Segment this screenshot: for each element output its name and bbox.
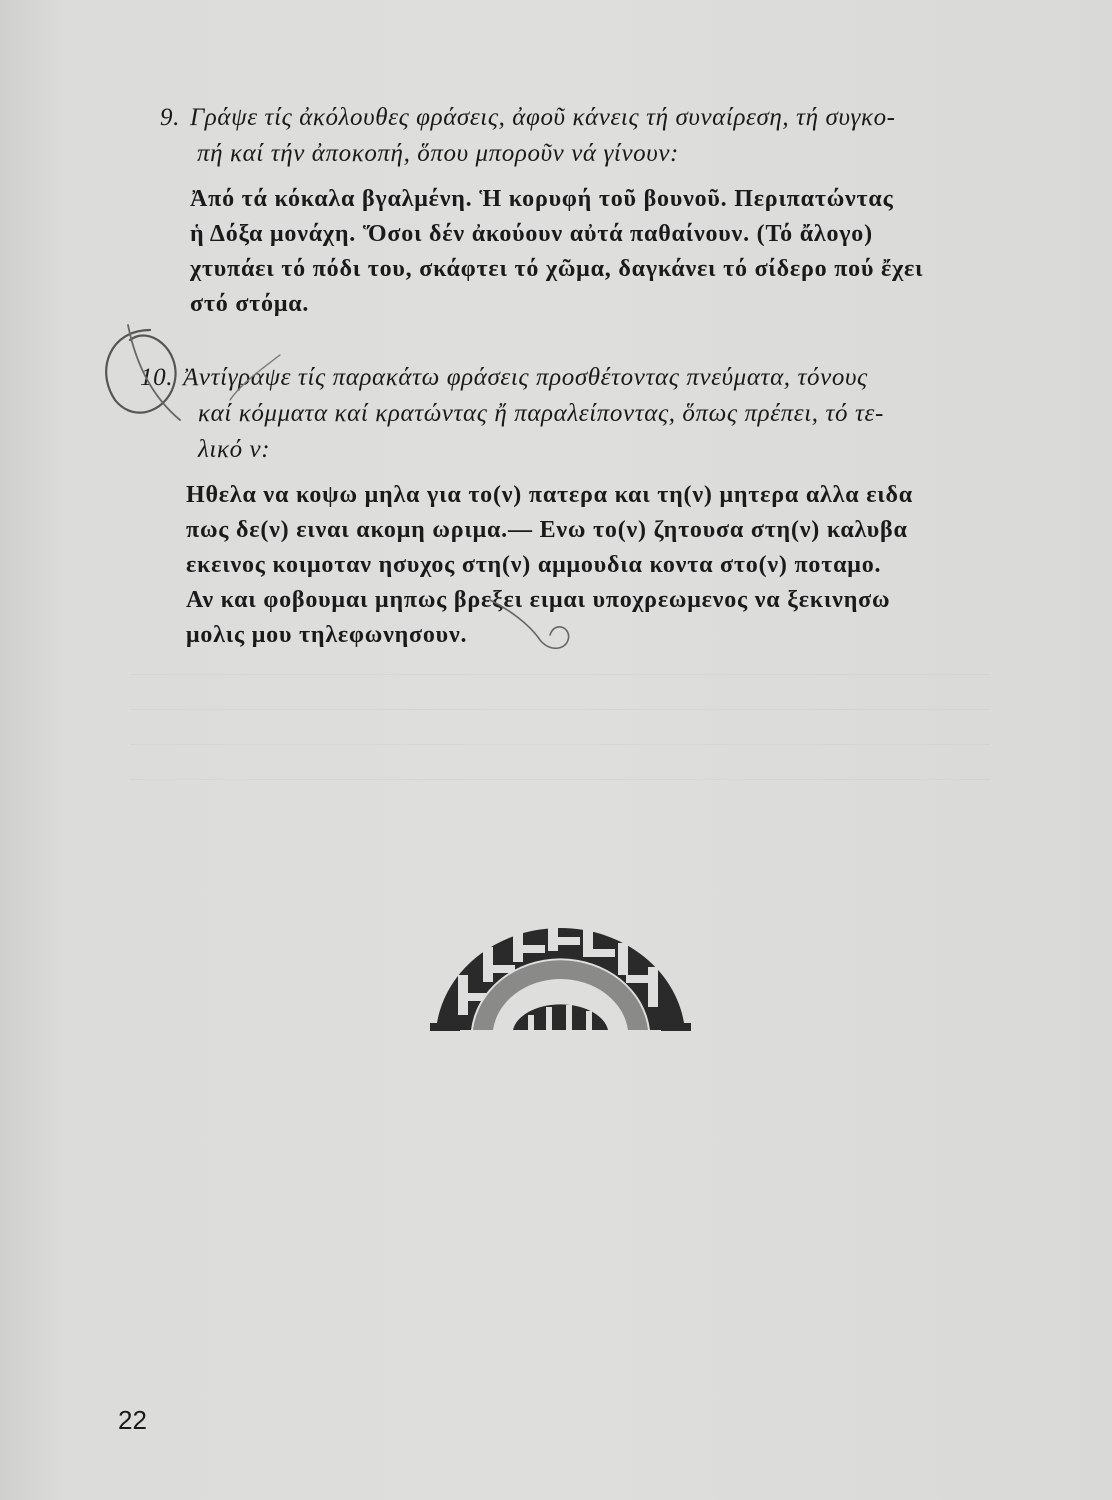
exercise-9-number: 9. xyxy=(160,104,180,131)
page-number: 22 xyxy=(118,1405,147,1435)
exercise-9-instruction xyxy=(160,100,1000,172)
exercise-10-instruction-line: καί κόμματα καί κρατώντας ἤ παραλείποντας, ὅπως πρέπει, τό τε- xyxy=(198,400,884,427)
exercise-10-text-line: εκεινος κοιμοταν ησυχος στη(ν) αμμουδια κοντα στο(ν) ποταμο. xyxy=(186,552,882,578)
exercise-9-instruction-line: Γράψε τίς ἀκόλουθες φράσεις, ἀφοῦ κάνεις τή συναίρεση, τή συγκο- xyxy=(189,104,896,131)
exercise-9-text-line: ἡ Δόξα μονάχη. Ὅσοι δέν ἀκούουν αὐτά παθαίνουν. (Τό ἄλογο) xyxy=(190,221,873,247)
exercise-10-text-line: μολις μου τηλεφωνησουν. xyxy=(186,622,468,648)
exercise-9-text xyxy=(190,182,996,322)
exercise-9-instruction-line: πή καί τήν ἀποκοπή, ὅπου μποροῦν νά γίνουν: xyxy=(197,140,679,167)
exercise-10-text-line: Ηθελα να κοψω μηλα για το(ν) πατερα και τη(ν) μητερα αλλα ειδα xyxy=(186,482,913,508)
exercise-10-instruction-line: Ἀντίγραψε τίς παρακάτω φράσεις προσθέτοντας πνεύματα, τόνους xyxy=(183,364,868,391)
greek-key-ornament-icon xyxy=(428,905,693,1035)
exercise-9-text-line: Ἀπό τά κόκαλα βγαλμένη. Ἡ κορυφή τοῦ βουνοῦ. Περιπατώντας xyxy=(190,186,894,212)
bleed-through-texture xyxy=(130,640,990,780)
exercise-10-text-line: Αν και φοβουμαι μηπως βρεξει ειμαι υποχρεωμενος να ξεκινησω xyxy=(186,587,891,613)
exercise-10-text-line: πως δε(ν) ειναι ακομη ωριμα.— Ενω το(ν) ζητουσα στη(ν) καλυβα xyxy=(186,517,908,543)
exercise-9-text-line: χτυπάει τό πόδι του, σκάφτει τό χῶμα, δαγκάνει τό σίδερο πού ἔχει xyxy=(190,256,924,282)
exercise-9 xyxy=(160,100,1000,322)
exercise-10-number: 10. xyxy=(140,364,174,391)
exercise-10-instruction-line: λικό ν: xyxy=(198,436,271,463)
pencil-squiggle-icon xyxy=(480,580,600,660)
exercise-9-text-line: στό στόμα. xyxy=(190,291,310,317)
exercise-10-instruction xyxy=(140,360,1000,468)
